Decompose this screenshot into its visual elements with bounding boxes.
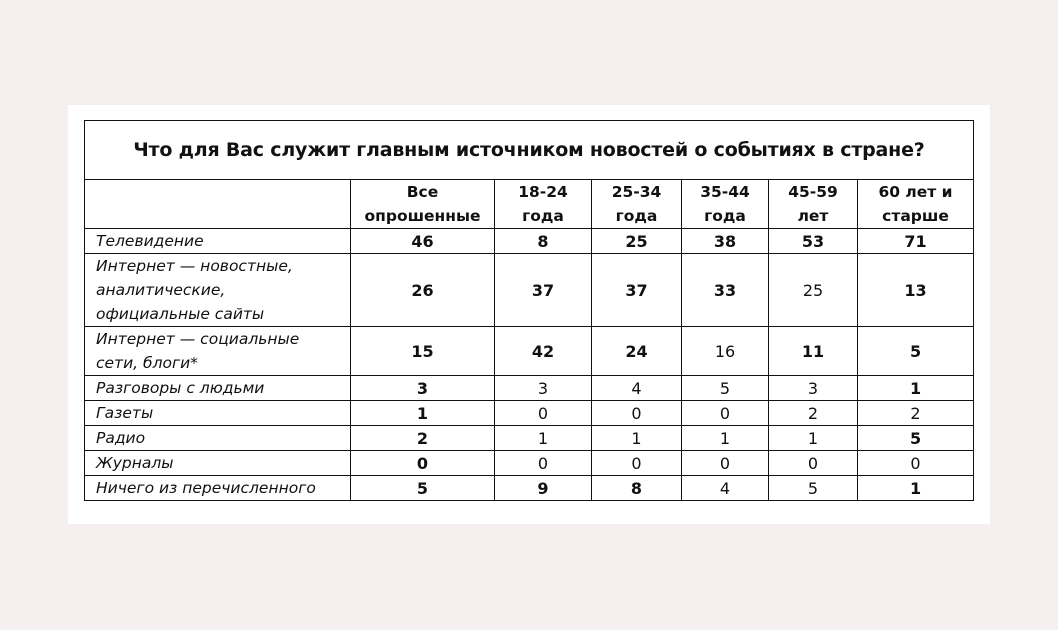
value-cell: 1 (351, 401, 495, 426)
table-row (85, 476, 974, 501)
table-row (85, 254, 974, 327)
value-cell: 2 (769, 401, 858, 426)
value-cell: 0 (769, 451, 858, 476)
value-cell: 25 (769, 254, 858, 327)
value-cell: 5 (682, 376, 769, 401)
table-row (85, 327, 974, 376)
value-cell: 5 (858, 426, 974, 451)
value-cell: 0 (351, 451, 495, 476)
value-cell: 0 (682, 401, 769, 426)
value-cell: 13 (858, 254, 974, 327)
value-cell: 0 (858, 451, 974, 476)
value-cell: 42 (495, 327, 592, 376)
value-cell: 1 (682, 426, 769, 451)
value-cell: 26 (351, 254, 495, 327)
value-cell: 9 (495, 476, 592, 501)
header-row (85, 180, 974, 229)
value-cell: 16 (682, 327, 769, 376)
column-header: 45-59 лет (769, 180, 858, 229)
row-label: Радио (85, 426, 351, 451)
row-label: Газеты (85, 401, 351, 426)
value-cell: 33 (682, 254, 769, 327)
value-cell: 1 (769, 426, 858, 451)
value-cell: 3 (495, 376, 592, 401)
value-cell: 8 (592, 476, 682, 501)
row-label: Интернет — социальные сети, блоги* (85, 327, 351, 376)
value-cell: 46 (351, 229, 495, 254)
value-cell: 4 (592, 376, 682, 401)
column-header: 35-44 года (682, 180, 769, 229)
value-cell: 1 (592, 426, 682, 451)
value-cell: 5 (858, 327, 974, 376)
row-label: Разговоры с людьми (85, 376, 351, 401)
value-cell: 5 (769, 476, 858, 501)
value-cell: 2 (858, 401, 974, 426)
value-cell: 71 (858, 229, 974, 254)
value-cell: 1 (858, 476, 974, 501)
value-cell: 53 (769, 229, 858, 254)
column-header: 25-34 года (592, 180, 682, 229)
table-title: Что для Вас служит главным источником новостей о событиях в стране? (85, 121, 974, 180)
value-cell: 0 (682, 451, 769, 476)
value-cell: 0 (592, 451, 682, 476)
value-cell: 1 (858, 376, 974, 401)
value-cell: 25 (592, 229, 682, 254)
value-cell: 0 (495, 451, 592, 476)
value-cell: 3 (769, 376, 858, 401)
column-header: 60 лет и старше (858, 180, 974, 229)
column-header: Все опрошенные (351, 180, 495, 229)
header-empty-cell (85, 180, 351, 229)
value-cell: 37 (592, 254, 682, 327)
table-row (85, 229, 974, 254)
value-cell: 8 (495, 229, 592, 254)
table-row (85, 376, 974, 401)
survey-table (84, 120, 974, 501)
row-label: Ничего из перечисленного (85, 476, 351, 501)
value-cell: 2 (351, 426, 495, 451)
table-row (85, 451, 974, 476)
row-label: Интернет — новостные, аналитические, официальные сайты (85, 254, 351, 327)
table-row (85, 426, 974, 451)
value-cell: 15 (351, 327, 495, 376)
row-label: Телевидение (85, 229, 351, 254)
column-header: 18-24 года (495, 180, 592, 229)
value-cell: 38 (682, 229, 769, 254)
value-cell: 37 (495, 254, 592, 327)
value-cell: 0 (495, 401, 592, 426)
value-cell: 0 (592, 401, 682, 426)
value-cell: 1 (495, 426, 592, 451)
value-cell: 5 (351, 476, 495, 501)
table-row (85, 401, 974, 426)
value-cell: 3 (351, 376, 495, 401)
value-cell: 11 (769, 327, 858, 376)
value-cell: 24 (592, 327, 682, 376)
value-cell: 4 (682, 476, 769, 501)
row-label: Журналы (85, 451, 351, 476)
